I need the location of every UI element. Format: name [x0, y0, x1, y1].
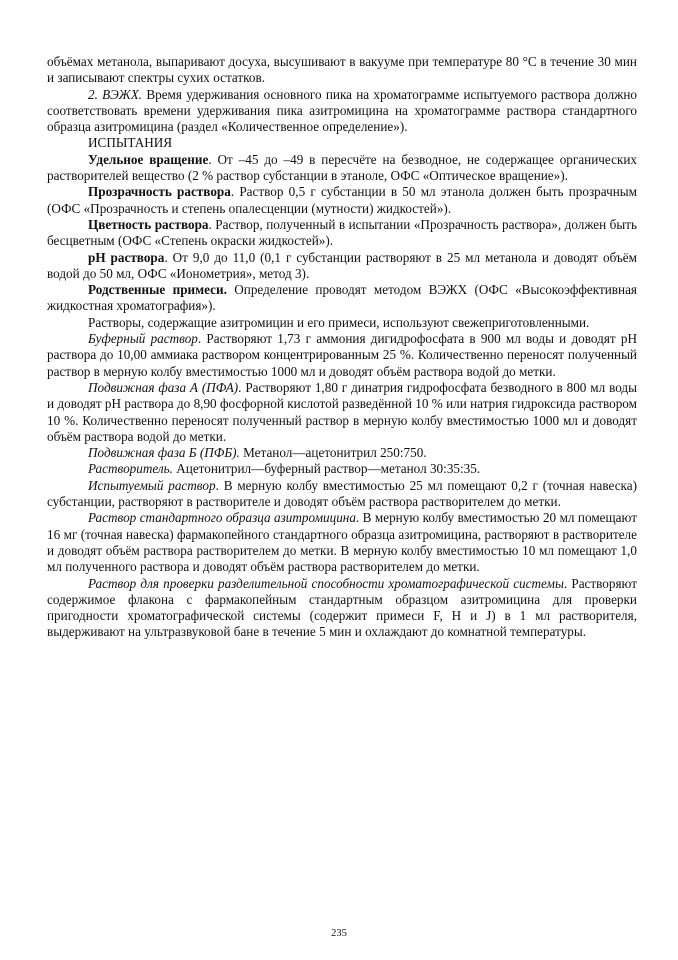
paragraph-text: . Раствор 0,5 г субстанции в 50 мл этанола должен быть прозрачным (ОФС «Прозрачность и степень опалесценции (мутности) жидкостей»).	[47, 184, 637, 216]
subsection-label: Подвижная фаза Б (ПФБ).	[88, 445, 240, 461]
paragraph-text: . Растворяют 1,80 г динатрия гидрофосфата безводного в 800 мл воды и доводят pH раствора до 8,90 фосфорной кислотой разведённой 10 % или натрия гидроксида раствором 10 %. Количественно переносят полученный раствор в мерную колбу вместимостью 1000 мл и доводят объём раствора водой до метки.	[47, 379, 637, 444]
paragraph-text: Ацетонитрил—буферный раствор—метанол 30:35:35.	[172, 461, 481, 477]
paragraph-text: . От 9,0 до 11,0 (0,1 г субстанции растворяют в 25 мл метанола и доводят объём водой до 50 мл, ОФС «Ионометрия», метод 3).	[47, 249, 638, 281]
paragraph	[47, 315, 637, 331]
paragraph	[47, 478, 637, 511]
paragraph	[47, 87, 637, 136]
document-body	[47, 54, 637, 641]
paragraph-text: Растворы, содержащие азитромицин и его примеси, используют свежеприготовленными.	[88, 314, 590, 330]
paragraph	[47, 445, 637, 461]
section-heading: Родственные примеси.	[88, 282, 227, 298]
paragraph-text: Время удерживания основного пика на хроматограмме испытуемого раствора должно соответствовать времени удерживания пика азитромицина на хроматограмме раствора стандартного образца азитромицина (раздел «Количественное определение»).	[47, 86, 637, 135]
subsection-label: Раствор стандартного образца азитромицина	[88, 510, 356, 526]
paragraph-text: ИСПЫТАНИЯ	[88, 135, 173, 151]
paragraph	[47, 152, 637, 185]
subsection-label: Подвижная фаза А (ПФА)	[88, 379, 239, 395]
paragraph-text: . Растворяют 1,73 г аммония дигидрофосфата в 900 мл воды и доводят pH раствора до 10,00 аммиака раствором концентрированным 25 %. Количественно переносят полученный раствор в мерную колбу вместимостью 1000 мл и доводят объём раствора водой до метки.	[47, 331, 638, 379]
paragraph	[47, 331, 637, 380]
paragraph	[47, 54, 637, 87]
page-number: 235	[331, 928, 347, 939]
paragraph-text: . От –45 до –49 в пересчёте на безводное, не содержащее органических растворителей вещество (2 % раствор субстанции в этаноле, ОФС «Оптическое вращение»).	[47, 151, 638, 184]
subsection-label: Буферный раствор	[88, 331, 198, 347]
paragraph	[47, 135, 637, 151]
subsection-label: Раствор для проверки разделительной способности хроматографической системы	[88, 575, 564, 591]
paragraph-text: Определение проводят методом ВЭЖХ (ОФС «Высокоэффективная жидкостная хроматография»).	[47, 282, 637, 314]
paragraph-text: . Растворяют содержимое флакона с фармакопейным стандартным образцом азитромицина для проверки пригодности хроматографической системы (содержит примеси F, H и J) в 1 мл растворителя, выдерживают на ультразвуковой бане в течение 5 мин и охлаждают до комнатной температуры.	[47, 575, 637, 640]
paragraph	[47, 217, 637, 250]
paragraph-text: . В мерную колбу вместимостью 25 мл помещают 0,2 г (точная навеска) субстанции, растворяют в растворителе и доводят объём раствора растворителем до метки.	[47, 477, 638, 510]
subsection-label: 2. ВЭЖХ.	[88, 86, 143, 102]
subsection-label: Растворитель.	[88, 461, 173, 477]
section-heading: Удельное вращение	[88, 151, 209, 167]
section-heading: Прозрачность раствора	[88, 184, 231, 200]
paragraph	[47, 250, 637, 283]
paragraph-text: Метанол—ацетонитрил 250:750.	[239, 445, 427, 461]
paragraph	[47, 184, 637, 217]
paragraph-text: объёмах метанола, выпаривают досуха, высушивают в вакууме при температуре 80 °С в течение 30 мин и записывают спектры сухих остатков.	[47, 54, 637, 86]
section-heading: Цветность раствора	[88, 216, 209, 232]
paragraph-text: . В мерную колбу вместимостью 20 мл помещают 16 мг (точная навеска) фармакопейного стандартного образца азитромицина, растворяют в растворителе и доводят объём раствора растворителем до метки. В мерную колбу вместимостью 10 мл помещают 1,0 мл полученного раствора и доводят объём раствора растворителем до метки.	[47, 510, 637, 575]
subsection-label: Испытуемый раствор	[88, 477, 216, 493]
paragraph	[47, 282, 637, 315]
paragraph	[47, 461, 637, 477]
paragraph	[47, 576, 637, 641]
paragraph	[47, 380, 637, 445]
paragraph	[47, 510, 637, 575]
section-heading: pH раствора	[88, 249, 165, 265]
paragraph-text: . Раствор, полученный в испытании «Прозрачность раствора», должен быть бесцветным (ОФС «Степень окраски жидкостей»).	[47, 216, 637, 249]
